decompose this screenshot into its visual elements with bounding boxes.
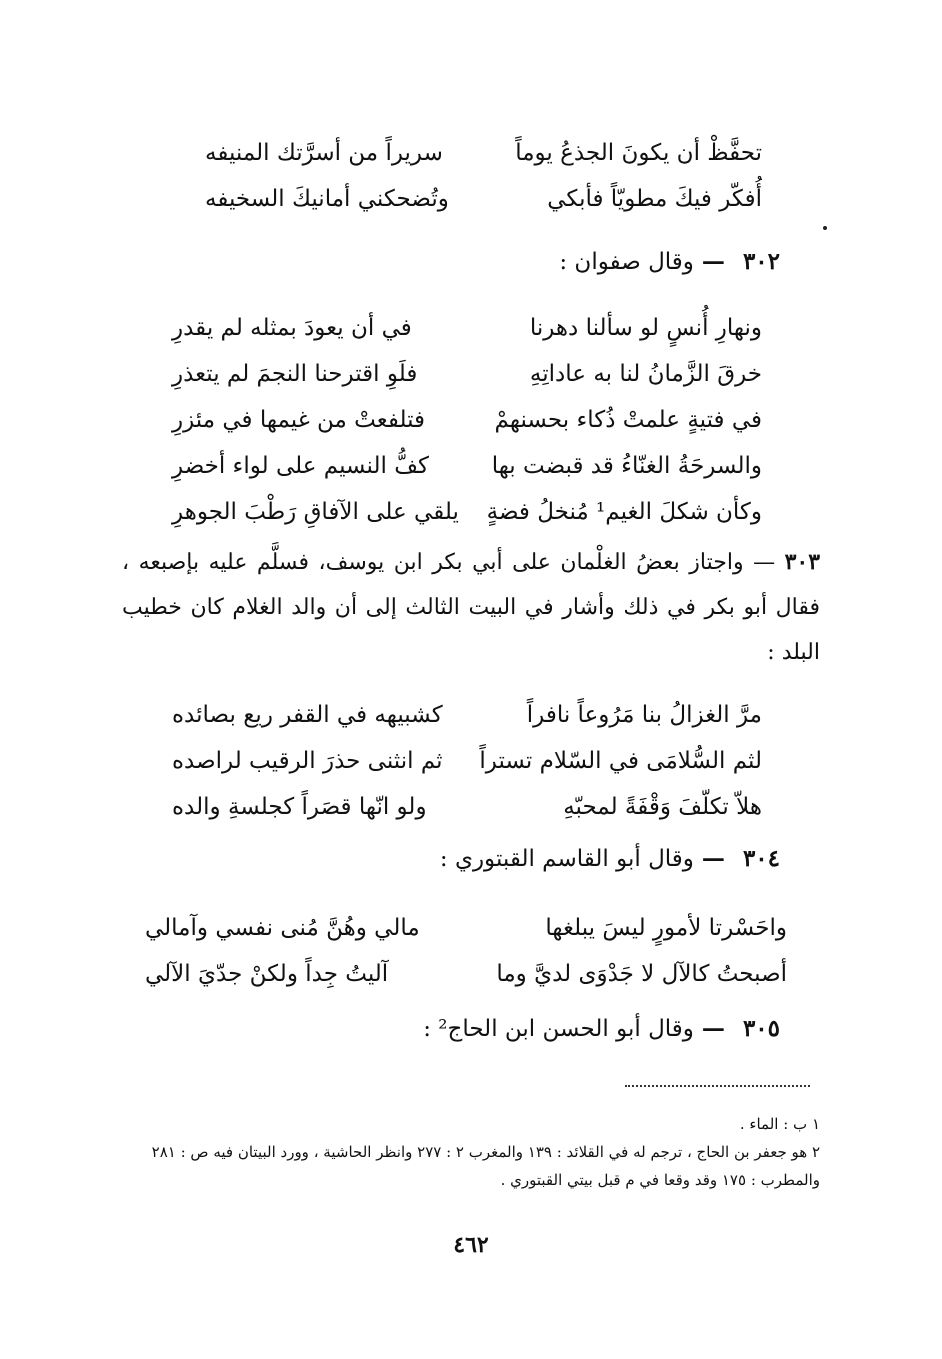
verse-line	[205, 130, 762, 176]
verse-line	[172, 489, 762, 535]
section-title: وقال أبو القاسم القبتوري :	[439, 846, 694, 872]
verse-line	[172, 443, 762, 489]
verse-hemistich-first: خرقَ الزَّمانُ لنا به عاداتِهِ	[529, 361, 762, 387]
verse-hemistich-first: وكأن شكلَ الغيم¹ مُنخلُ فضةٍ	[486, 499, 762, 525]
verse-group-top	[205, 130, 762, 222]
section-dash: —	[701, 248, 725, 275]
verse-hemistich-first: هلاّ تكلّفَ وَقْفَةً لمحبّهِ	[563, 794, 762, 820]
verse-hemistich-second: سريراً من أسرَّتك المنيفه	[205, 140, 443, 166]
verse-hemistich-first: أُفكّر فيكَ مطويّاً فأبكي	[547, 186, 762, 212]
section-dash: —	[701, 845, 725, 872]
section-paragraph-303	[122, 540, 820, 675]
verse-hemistich-first: واحَسْرتا لأمورٍ ليسَ يبلغها	[545, 915, 787, 941]
verse-hemistich-first: والسرحَةُ الغنّاءُ قد قبضت بها	[491, 453, 762, 479]
verse-hemistich-second: يلقي على الآفاقِ رَطْبَ الجوهرِ	[172, 499, 459, 525]
verse-line	[205, 176, 762, 222]
verse-group-302	[172, 305, 762, 535]
section-number: ٣٠٢	[742, 248, 780, 275]
footnote-divider	[625, 1085, 810, 1087]
section-title: وقال أبو الحسن ابن الحاج² :	[423, 1016, 694, 1042]
margin-dot	[823, 226, 827, 230]
verse-hemistich-second: فتلفعتْ من غيمها في مئزرِ	[172, 407, 426, 433]
verse-line	[172, 397, 762, 443]
section-dash: —	[753, 550, 776, 575]
verse-hemistich-second: كشبيهه في القفر ريع بصائده	[172, 702, 443, 728]
verse-hemistich-second: مالي وهُنَّ مُنى نفسي وآمالي	[145, 915, 420, 941]
verse-line	[172, 305, 762, 351]
verse-hemistich-second: كفُّ النسيم على لواء أخضرِ	[172, 453, 429, 479]
section-dash: —	[701, 1015, 725, 1042]
verse-group-304	[145, 905, 787, 997]
verse-hemistich-first: تحفَّظْ أن يكونَ الجذعُ يوماً	[515, 140, 762, 166]
verse-hemistich-first: في فتيةٍ علمتْ ذُكاء بحسنهمْ	[494, 407, 762, 433]
section-number: ٣٠٣	[784, 549, 821, 575]
verse-group-303	[172, 692, 762, 830]
section-title: وقال صفوان :	[559, 249, 694, 275]
footnote: ٢ هو جعفر بن الحاج ، ترجم له في القلائد : ١٣٩ والمغرب ٢ : ٢٧٧ وانظر الحاشية ، وورد البيتان فيه ص : ٢٨١ والمطرب : ١٧٥ وقد وقعا في م قبل بيتي القبتوري .	[151, 1143, 820, 1189]
verse-hemistich-second: فلَوِ اقترحنا النجمَ لم يتعذرِ	[172, 361, 418, 387]
verse-hemistich-first: مرَّ الغزالُ بنا مَرُوعاً نافراً	[526, 702, 762, 728]
verse-line	[172, 784, 762, 830]
verse-hemistich-first: ونهارِ أُنسٍ لو سألنا دهرنا	[529, 315, 762, 341]
section-text: واجتاز بعضُ الغلْمان على أبي بكر ابن يوسف، فسلَّم عليه بإصبعه ، فقال أبو بكر في ذلك وأشار في البيت الثالث إلى أن والد الغلام كان خطيب البلد :	[122, 550, 820, 665]
verse-hemistich-second: آليتُ جِداً ولكنْ جدّيَ الآلي	[145, 961, 389, 987]
verse-hemistich-first: لثم السُّلامَى في السّلام تستراً	[479, 748, 762, 774]
footnote: ١ ب : الماء .	[739, 1115, 820, 1133]
verse-hemistich-second: ثم انثنى حذرَ الرقيب لراصده	[172, 748, 443, 774]
verse-hemistich-second: في أن يعودَ بمثله لم يقدرِ	[172, 315, 412, 341]
verse-line	[145, 905, 787, 951]
verse-hemistich-second: وتُضحكني أمانيكَ السخيفه	[205, 186, 449, 212]
footnotes	[118, 1110, 820, 1194]
section-heading-302	[559, 248, 780, 275]
section-heading-305	[423, 1015, 780, 1042]
section-number: ٣٠٤	[742, 845, 780, 872]
verse-line	[172, 738, 762, 784]
verse-hemistich-second: ولو انّها قصَراً كجلسةِ والده	[172, 794, 427, 820]
verse-line	[145, 951, 787, 997]
verse-line	[172, 351, 762, 397]
verse-hemistich-first: أصبحتُ كالآل لا جَدْوَى لديَّ وما	[496, 961, 787, 987]
section-heading-304	[440, 845, 780, 872]
verse-line	[172, 692, 762, 738]
page-number: ٤٦٢	[453, 1232, 489, 1258]
section-number: ٣٠٥	[742, 1015, 780, 1042]
